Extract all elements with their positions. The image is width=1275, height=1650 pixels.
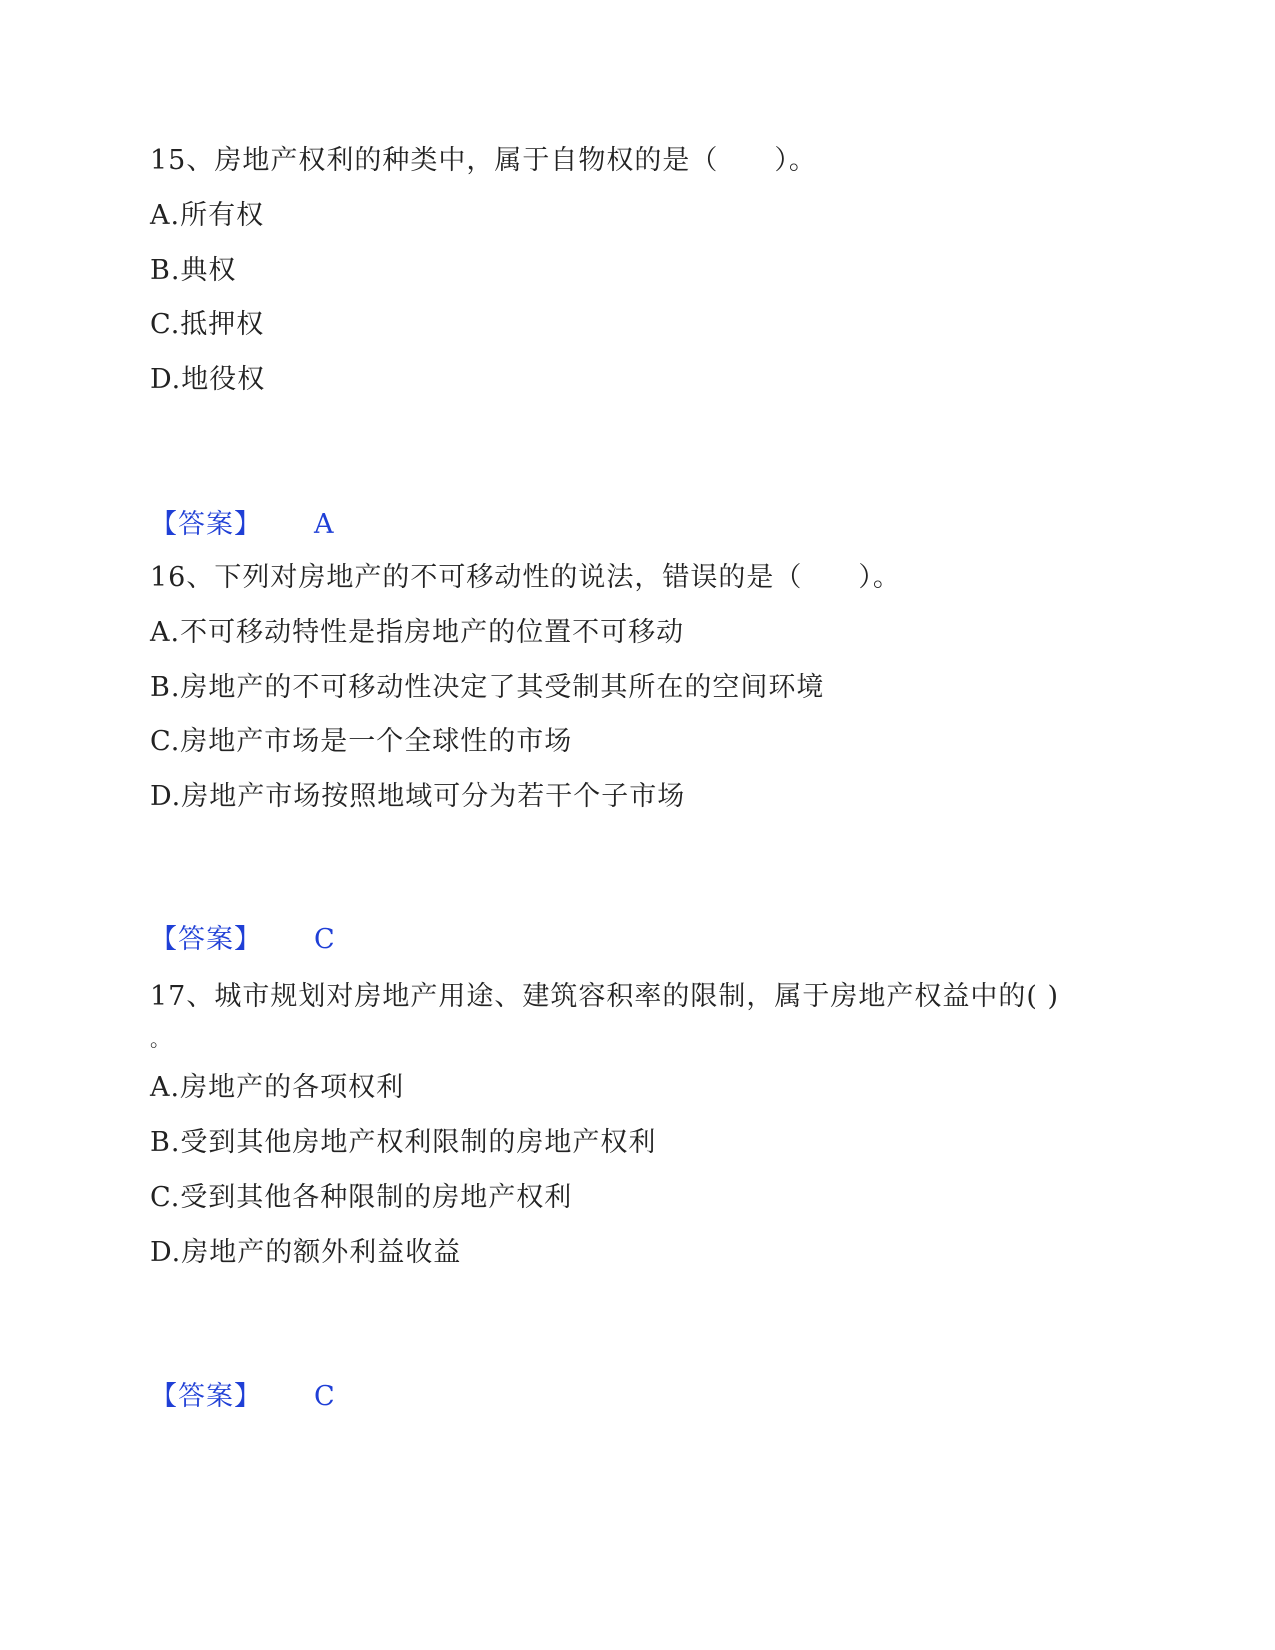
question-17-option-a: A.房地产的各项权利	[150, 1072, 405, 1103]
answer-label: 【答案】	[150, 924, 262, 955]
question-15-stem: 15、房地产权利的种类中，属于自物权的是（ ）。	[150, 145, 817, 176]
question-17-option-d: D.房地产的额外利益收益	[150, 1237, 462, 1268]
answer-value: C	[314, 924, 336, 955]
question-15-answer	[150, 508, 335, 542]
answer-value: C	[314, 1381, 336, 1412]
question-16-option-c: C.房地产市场是一个全球性的市场	[150, 726, 573, 757]
question-15-option-a: A.所有权	[150, 200, 265, 231]
question-17-stem-continuation: 。	[150, 1027, 171, 1051]
question-15-option-d: D.地役权	[150, 364, 266, 395]
answer-label: 【答案】	[150, 509, 262, 540]
question-15-option-c: C.抵押权	[150, 309, 265, 340]
question-16-stem: 16、下列对房地产的不可移动性的说法，错误的是（ ）。	[150, 562, 901, 593]
question-17-stem: 17、城市规划对房地产用途、建筑容积率的限制，属于房地产权益中的( )	[150, 981, 1060, 1012]
question-16-option-b: B.房地产的不可移动性决定了其受制其所在的空间环境	[150, 672, 825, 703]
question-17-option-c: C.受到其他各种限制的房地产权利	[150, 1182, 573, 1213]
question-17-option-b: B.受到其他房地产权利限制的房地产权利	[150, 1127, 657, 1158]
answer-label: 【答案】	[150, 1381, 262, 1412]
question-15-option-b: B.典权	[150, 255, 237, 286]
question-16-answer	[150, 923, 336, 957]
question-17-answer	[150, 1380, 336, 1414]
question-16-option-a: A.不可移动特性是指房地产的位置不可移动	[150, 617, 685, 648]
answer-value: A	[314, 509, 335, 540]
question-16-option-d: D.房地产市场按照地域可分为若干个子市场	[150, 781, 686, 812]
